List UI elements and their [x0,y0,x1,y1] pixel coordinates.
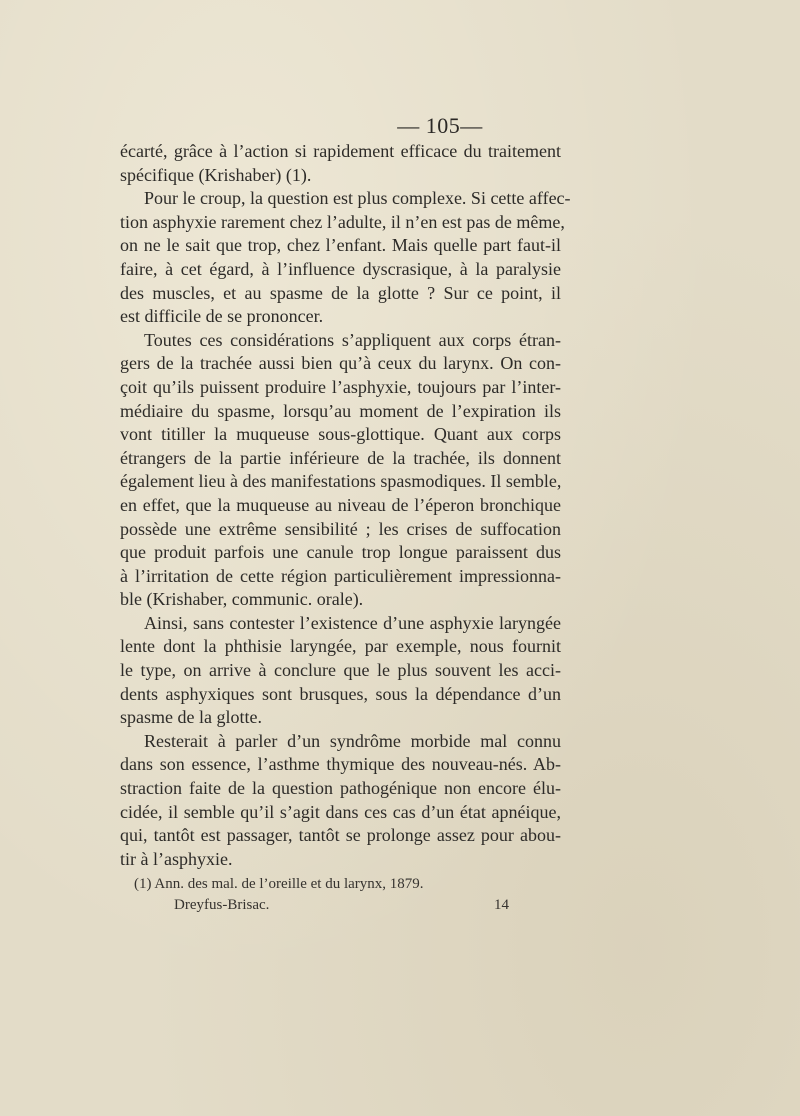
text-line: faire, à cet égard, à l’influence dyscrasique, à la paralysie [120,258,561,279]
text-line: en effet, que la muqueuse au niveau de l’éperon bronchique [120,494,561,515]
text-line: possède une extrême sensibilité ; les crises de suffocation [120,518,561,539]
text-line: également lieu à des manifestations spasmodiques. Il semble, [120,471,562,492]
text-line: spécifique (Krishaber) (1). [120,164,312,185]
text-line: le type, on arrive à conclure que le plus souvent les acci- [120,660,561,681]
text-line: ble (Krishaber, communic. orale). [120,589,364,610]
body-text [120,140,571,871]
text-line: Pour le croup, la question est plus complexe. Si cette affec- [144,188,571,209]
text-line: Toutes ces considérations s’appliquent aux corps étran- [144,329,561,350]
page-number [0,113,800,139]
text-line: straction faite de la question pathogénique non encore élu- [120,778,561,799]
sheet-number: 14 [494,897,509,913]
text-line: étrangers de la partie inférieure de la trachée, ils donnent [120,447,561,468]
signature-line [174,895,509,915]
text-line: à l’irritation de cette région particulièrement impressionna- [120,565,561,586]
text-line: gers de la trachée aussi bien qu’à ceux du larynx. On con- [120,353,561,374]
page-number-text: — 105— [397,113,483,138]
text-line: on ne le sait que trop, chez l’enfant. Mais quelle part faut-il [120,235,561,256]
text-line: des muscles, et au spasme de la glotte ? Sur ce point, il [120,282,561,303]
text-line: Resterait à parler d’un syndrôme morbide mal connu [144,730,561,751]
text-line: lente dont la phthisie laryngée, par exemple, nous fournit [120,636,561,657]
signature-author: Dreyfus-Brisac. [174,897,270,913]
text-line: çoit qu’ils puissent produire l’asphyxie, toujours par l’inter- [120,376,561,397]
text-line: vont titiller la muqueuse sous-glottique. Quant aux corps [120,424,561,445]
text-line: spasme de la glotte. [120,707,262,728]
text-line: cidée, il semble qu’il s’agit dans ces cas d’un état apnéique, [120,801,561,822]
text-line: dans son essence, l’asthme thymique des nouveau-nés. Ab- [120,754,561,775]
text-line: est difficile de se prononcer. [120,306,324,327]
text-line: médiaire du spasme, lorsqu’au moment de l’expiration ils [120,400,561,421]
footnote: (1) Ann. des mal. de l’oreille et du larynx, 1879. [134,876,424,892]
text-line: dents asphyxiques sont brusques, sous la dépendance d’un [120,683,561,704]
text-line: écarté, grâce à l’action si rapidement efficace du traitement [120,141,561,161]
text-line: Ainsi, sans contester l’existence d’une asphyxie laryngée [144,612,561,633]
text-line: tion asphyxie rarement chez l’adulte, il n’en est pas de même, [120,211,565,232]
text-line: que produit parfois une canule trop longue paraissent dus [120,542,561,563]
text-line: tir à l’asphyxie. [120,848,233,869]
text-line: qui, tantôt est passager, tantôt se prolonge assez pour abou- [120,825,561,846]
